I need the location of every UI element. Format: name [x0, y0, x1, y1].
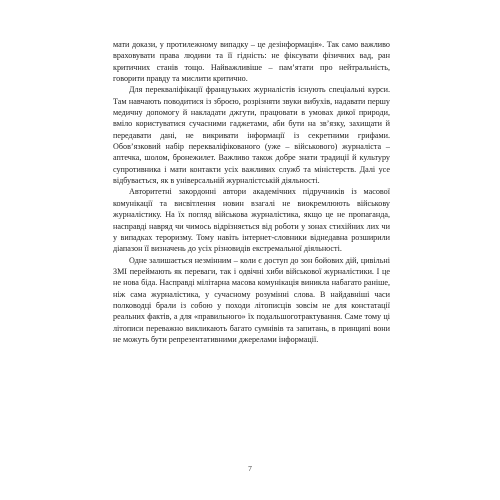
page-number: 7 — [248, 464, 252, 473]
paragraph-academic-authors: Авторитетні закордонні автори академічних підручників із масової комунікації та висвітлення новин взагалі не виокремлюють військову журналістику. На їх погляд військова журналістика, якщо це не пропаганда, насправді навряд чи чимось відрізняється від роботи у зонах стихійних лих чи у випадках тероризму. Тому навіть інтернет-словники віднедавна розширили діапазон її визначень до усіх різновидів екстремальної діяльності. — [113, 187, 390, 254]
paragraph-continuation: мати докази, у протилежному випадку – це дезінформація». Так само важливо враховувати права людини та її гідність: не фіксувати фізичних вад, ран критичних станів тощо. Найважливіше – пам’ятати про нейтральність, говорити правду та мислити критично. — [113, 40, 390, 84]
paragraph-military-communication: Одне залишається незмінним – коли є доступ до зон бойових дій, цивільні ЗМІ переймають як переваги, так і одвічні хиби військової журналістики. І це не нова біда. Насправді мілітарна масова комунікація виникла набагато раніше, ніж сама журналістика, у сучасному розумінні слова. В найдавніші часи полководці брали із собою у походи літописців зовсім не для констатації реальних фактів, а для «правильного» їх подальшоготрактування. Саме тому ці літописи переважно викликають багато сумнівів та запитань, в принципі вони не можуть бути репрезентативними джерелами інформації. — [113, 255, 390, 344]
body-text — [113, 39, 390, 345]
paragraph-retraining-courses: Для перекваліфікації французьких журналістів існують спеціальні курси. Там навчають поводитися із зброєю, розрізняти звуки вибухів, надавати першу медичну допомогу й накладати джгути, працювати в умовах дикої природи, вміло користуватися сучасними гаджетами, аби бути на зв’язку, захищати й передавати дані, не викривати інформації із секретними грифами. Обов’язковий набір перекваліфікованого (уже – військового) журналіста – аптечка, шолом, бронежилет. Важливо також добре знати традиції й культуру супротивника і мати контакти усіх важливих служб та міністерств. Далі усе відбувається, як в універсальній журналістській діяльності. — [113, 85, 390, 186]
